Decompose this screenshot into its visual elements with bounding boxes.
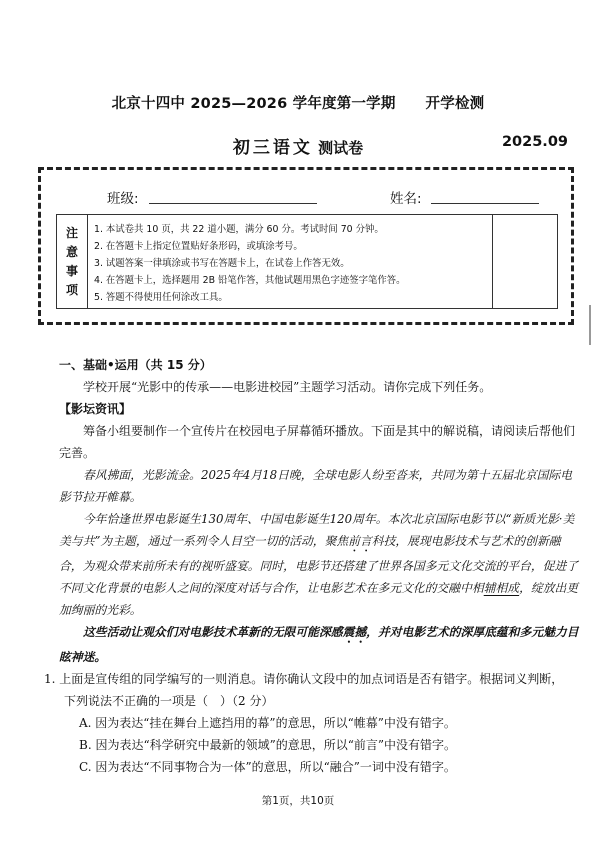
name-field[interactable] — [431, 203, 539, 204]
notes-list — [88, 215, 493, 308]
subject-name: 初三语文 — [232, 138, 313, 158]
subsection-intro: 筹备小组要制作一个宣传片在校园电子屏幕循环播放。下面是其中的解说稿，请阅读后帮他们完善。 — [59, 424, 576, 460]
exam-date: 2025.09 — [501, 134, 568, 150]
note-item: 4. 在答题卡上，选择题用 2B 铅笔作答，其他试题用黑色字迹签字笔作答。 — [94, 275, 406, 286]
subsection-heading: 【影坛资讯】 — [59, 402, 132, 416]
question-1-stem: 1. 上面是宣传组的同学编写的一则消息。请你确认文段中的加点词语是否有错字。根据词义判断， — [44, 672, 564, 686]
title-right: 开学检测 — [425, 96, 485, 112]
scan-edge-mark — [589, 305, 591, 345]
question-1-stem-cont: 下列说法不正确的一项是（ ）（2 分） — [64, 694, 274, 708]
news-paragraph-1: 春风拂面，光影流金。2025年4月18日晚，全球电影人纷至沓来，共同为第十五届北京国际电影节拉开帷幕。 — [59, 468, 573, 504]
news-paragraph-2: 今年恰逢世界电影诞生130周年、中国电影诞生120周年。本次北京国际电影节以“新质光影·美美与共”为主题，通过一系列令人目空一切的活动，聚焦前言科技，展现电影技术与艺术的创新融合，为观众带来前所未有的视听盛宴。同时，电影节还搭建了世界各国多元文化交流的平台，促进了不同文化背景的电影人之间的深度对话与合作，让电影艺术在多元文化的交融中相辅相成，绽放出更加绚丽的光彩。 — [59, 512, 579, 617]
underlined-word: 辅相成 — [483, 581, 520, 595]
page-footer: 第1页，共10页 — [261, 795, 335, 807]
student-info-box — [38, 167, 574, 325]
note-item: 2. 在答题卡上指定位置贴好条形码，或填涂考号。 — [94, 241, 303, 252]
note-item: 3. 试题答案一律填涂或书写在答题卡上，在试卷上作答无效。 — [94, 258, 350, 269]
dotted-word: 前言 — [348, 534, 372, 548]
notes-table — [56, 214, 558, 309]
class-field[interactable] — [149, 203, 317, 204]
section-basics — [44, 354, 579, 778]
notes-heading: 注 意 事 项 — [57, 215, 88, 308]
option-c: C. 因为表达“不同事物合为一体”的意思，所以“融合”一词中没有错字。 — [79, 760, 456, 774]
note-item: 5. 答题不得使用任何涂改工具。 — [94, 292, 228, 303]
section-intro: 学校开展“光影中的传承——电影进校园”主题学习活动。请你完成下列任务。 — [83, 380, 492, 394]
section-heading: 一、基础•运用（共 15 分） — [59, 358, 212, 372]
news-paragraph-3: 这些活动让观众们对电影技术革新的无限可能深感震撼，并对电影艺术的深厚底蕴和多元魅力目眩神迷。 — [59, 625, 579, 664]
name-label: 姓名: — [390, 191, 422, 207]
subject-type: 测试卷 — [318, 139, 364, 157]
option-b: B. 因为表达“科学研究中最新的领域”的意思，所以“前言”中没有错字。 — [79, 738, 456, 752]
note-item: 1. 本试卷共 10 页，共 22 道小题，满分 60 分。考试时间 70 分钟。 — [94, 224, 384, 235]
page-title — [0, 92, 596, 113]
option-a: A. 因为表达“挂在舞台上遮挡用的幕”的意思，所以“帷幕”中没有错字。 — [79, 716, 456, 730]
class-label: 班级: — [107, 191, 139, 207]
title-left: 北京十四中 2025—2026 学年度第一学期 — [111, 96, 396, 112]
dotted-word: 震撼 — [342, 625, 367, 639]
notes-blank-cell — [493, 215, 557, 308]
